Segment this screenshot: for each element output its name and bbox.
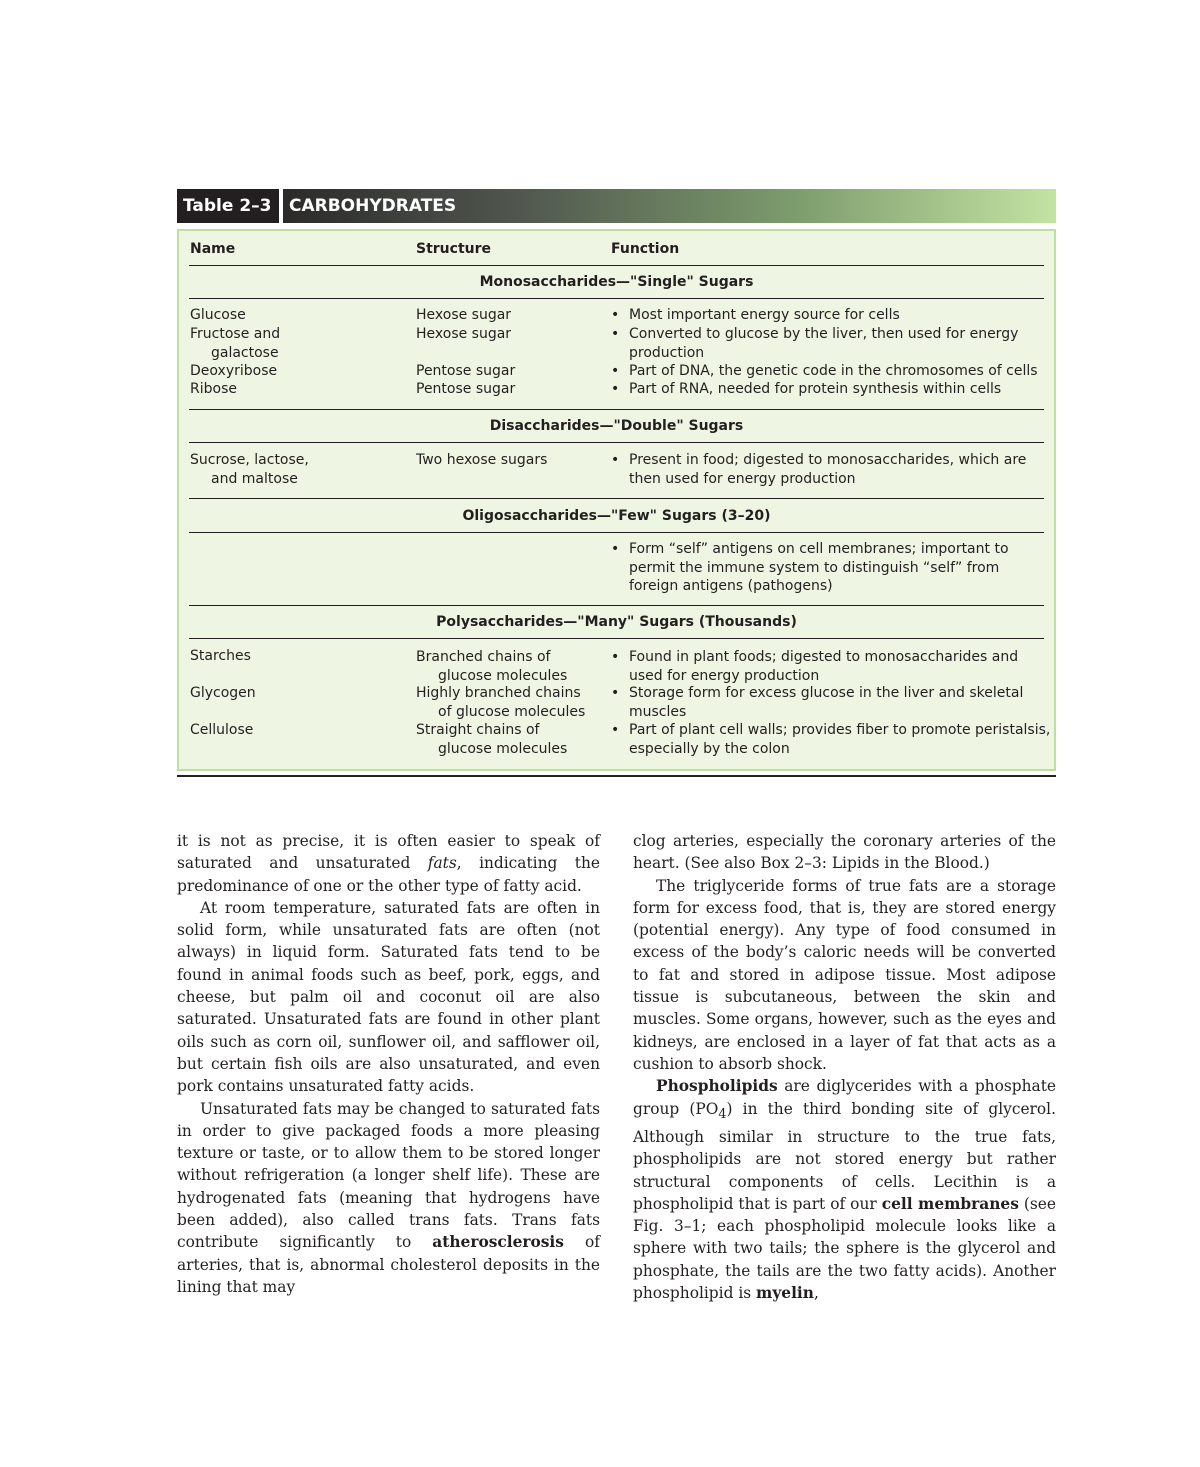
paragraph: The triglyceride forms of true fats are a storage form for excess food, that is, they are stored energy (potential energy). Any type of food consumed in excess of the body’s caloric needs will be converted to fat and stored in adipose tissue. Most adipose tissue is subcutaneous, between the skin and muscles. Some organs, however, such as the eyes and kidneys, are enclosed in a layer of fat that acts as a cushion to absorb shock. [633, 876, 1056, 1073]
cell-function: • Part of DNA, the genetic code in the chromosomes of cells [629, 362, 1038, 381]
cell-name: Glycogen [190, 685, 256, 701]
cell-name: Cellulose [190, 722, 254, 738]
cell-function: • Storage form for excess glucose in the liver and skeletal [629, 684, 1023, 703]
right-text-column [633, 830, 1056, 1304]
cell-name: Ribose [190, 381, 237, 397]
cell-structure: of glucose molecules [438, 704, 586, 720]
cell-name: Sucrose, lactose, [190, 452, 309, 468]
table-rule [189, 498, 1044, 499]
column-header-name: Name [190, 241, 236, 257]
table-rule [189, 442, 1044, 443]
text-run: , indicating the predominance of one or the other type of fatty acid. [177, 854, 600, 895]
paragraph: At room temperature, saturated fats are often in solid form, while unsaturated fats are often (not always) in liquid form. Saturated fats tend to be found in animal foods such as beef, pork, eggs, and cheese, but palm oil and coconut oil are also saturated. Unsaturated fats are found in other plant oils such as corn oil, sunflower oil, and safflower oil, but certain fish oils are also unsaturated, and even pork contains unsaturated fatty acids. [177, 898, 600, 1096]
carbohydrates-table [177, 229, 1056, 771]
text-run: , [813, 1284, 819, 1303]
cell-function: • Part of plant cell walls; provides fiber to promote peristalsis, [629, 721, 1050, 740]
cell-function: especially by the colon [629, 741, 790, 757]
cell-function: • Most important energy source for cells [629, 306, 900, 325]
text-run: of arteries, that is, abnormal cholesterol deposits in the lining that may [177, 1233, 600, 1296]
text-run: are diglycerides with a phosphate group (PO [633, 1077, 1056, 1118]
cell-structure: Highly branched chains [416, 685, 581, 701]
table-rule [189, 605, 1044, 606]
cell-name: galactose [211, 345, 279, 361]
subscript: 4 [718, 1106, 727, 1122]
cell-structure: Two hexose sugars [416, 452, 548, 468]
section-heading-disaccharides: Disaccharides—"Double" Sugars [489, 418, 744, 434]
cell-function: • Form “self” antigens on cell membranes; important to [629, 540, 1009, 559]
cell-structure: Straight chains of [416, 722, 540, 738]
cell-structure: Hexose sugar [416, 307, 512, 323]
cell-function: muscles [629, 704, 687, 720]
table-rule [189, 638, 1044, 639]
cell-function: • Present in food; digested to monosaccharides, which are [629, 451, 1026, 470]
bold-term: atherosclerosis [432, 1233, 564, 1252]
cell-name: and maltose [211, 471, 298, 487]
cell-function: used for energy production [629, 668, 820, 684]
table-number: Table 2–3 [177, 189, 279, 223]
text-run: Unsaturated fats may be changed to saturated fats in order to give packaged foods a more pleasing texture or taste, or to allow them to be stored longer without refrigeration (a longer shelf life). These are hydrogenated fats (meaning that hydrogens have been added), also called trans fats. Trans fats contribute significantly to [177, 1099, 600, 1252]
cell-structure: Pentose sugar [416, 381, 516, 397]
cell-structure: glucose molecules [438, 668, 568, 684]
paragraph: clog arteries, especially the coronary arteries of the heart. (See also Box 2–3: Lipids in the Blood.) [633, 832, 1056, 873]
cell-structure: glucose molecules [438, 741, 568, 757]
cell-function: production [629, 345, 705, 361]
text-run: (see Fig. 3–1; each phospholipid molecule looks like a sphere with two tails; the sphere is the glycerol and phosphate, the tails are the two fatty acids). Another phospholipid is [633, 1194, 1056, 1303]
cell-function: • Part of RNA, needed for protein synthesis within cells [629, 380, 1001, 399]
table-rule [189, 265, 1044, 266]
left-text-column [177, 830, 600, 1298]
text-run: it is not as precise, it is often easier to speak of saturated and unsaturated [177, 832, 600, 873]
section-heading-monosaccharides: Monosaccharides—"Single" Sugars [479, 274, 754, 290]
cell-function: then used for energy production [629, 471, 856, 487]
column-header-function: Function [611, 241, 680, 257]
cell-name: Starches [190, 648, 251, 664]
table-bottom-rule [177, 775, 1056, 777]
cell-structure: Pentose sugar [416, 363, 516, 379]
column-header-structure: Structure [416, 241, 492, 257]
paragraph [633, 1075, 1056, 1304]
section-heading-oligosaccharides: Oligosaccharides—"Few" Sugars (3–20) [462, 508, 771, 524]
paragraph [177, 1098, 600, 1299]
table-title: CARBOHYDRATES [283, 189, 1056, 223]
bold-term: Phospholipids [656, 1077, 778, 1096]
bold-term: cell membranes [881, 1194, 1019, 1213]
table-rule [189, 532, 1044, 533]
cell-name: Fructose and [190, 326, 281, 342]
cell-function: permit the immune system to distinguish “self” from [629, 560, 1000, 576]
table-rule [189, 409, 1044, 410]
emphasis: fats [427, 854, 457, 873]
bold-term: myelin [756, 1284, 814, 1303]
cell-function: • Converted to glucose by the liver, then used for energy [629, 325, 1018, 344]
cell-name: Deoxyribose [190, 363, 278, 379]
cell-function: foreign antigens (pathogens) [629, 578, 833, 594]
table-rule [189, 298, 1044, 299]
section-heading-polysaccharides: Polysaccharides—"Many" Sugars (Thousands) [436, 614, 797, 630]
paragraph [177, 830, 600, 897]
cell-function: • Found in plant foods; digested to monosaccharides and [629, 648, 1018, 667]
text-run: ) in the third bonding site of glycerol. Although similar in structure to the true fats, phospholipids are not stored energy but rather structural components of cells. Lecithin is a phospholipid that is part of our [633, 1099, 1056, 1213]
cell-name: Glucose [190, 307, 246, 323]
table-header [177, 189, 1056, 223]
cell-structure: Branched chains of [416, 649, 551, 665]
cell-structure: Hexose sugar [416, 326, 512, 342]
